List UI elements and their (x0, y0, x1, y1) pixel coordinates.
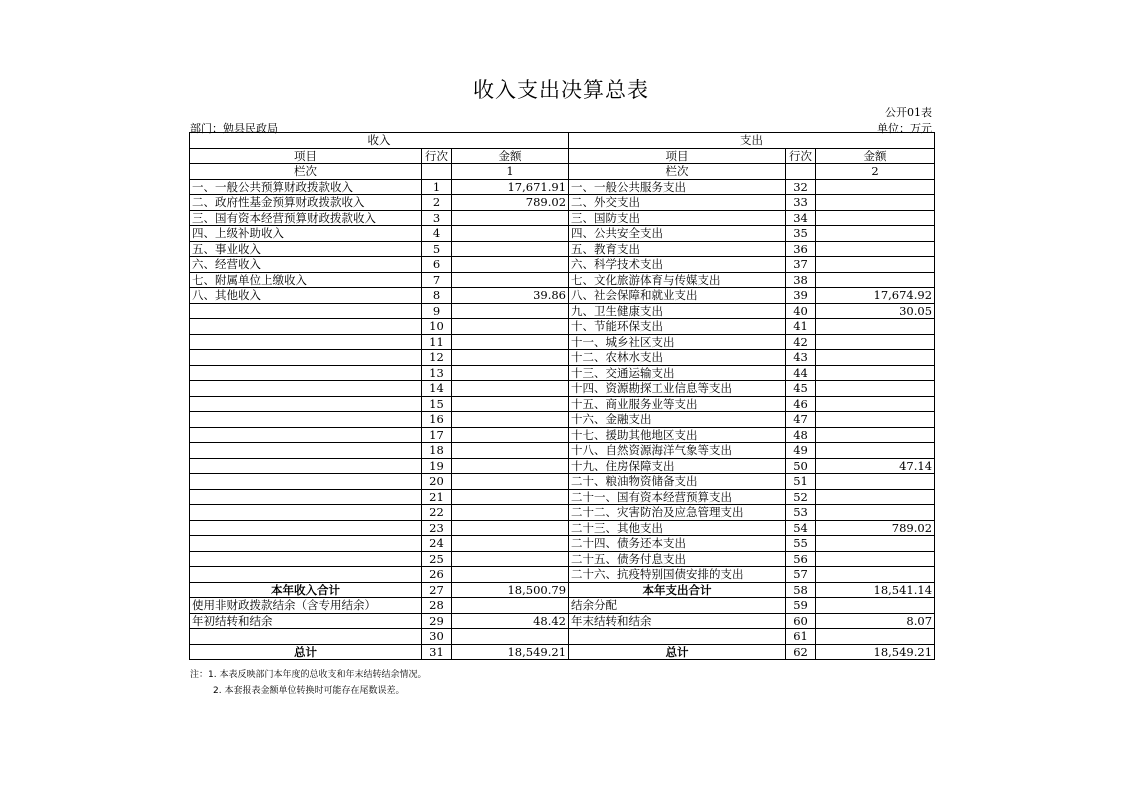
expense-amount-cell (816, 536, 935, 552)
expense-amount-header: 金额 (816, 148, 935, 164)
income-line-cell: 5 (422, 241, 452, 257)
expense-line-cell: 43 (786, 350, 816, 366)
table-row (190, 179, 935, 195)
income-item-cell: 七、附属单位上缴收入 (190, 272, 422, 288)
income-amount-cell (452, 427, 569, 443)
column-number-row (190, 164, 935, 180)
table-row (190, 427, 935, 443)
income-item-header: 项目 (190, 148, 422, 164)
income-line-cell: 29 (422, 613, 452, 629)
income-item-cell: 本年收入合计 (190, 582, 422, 598)
income-item-cell (190, 567, 422, 583)
income-line-cell: 31 (422, 644, 452, 660)
table-row (190, 381, 935, 397)
income-amount-cell (452, 598, 569, 614)
income-amount-cell (452, 365, 569, 381)
expense-item-cell: 十五、商业服务业等支出 (569, 396, 786, 412)
total-row (190, 644, 935, 660)
table-row (190, 257, 935, 273)
expense-item-cell: 年末结转和结余 (569, 613, 786, 629)
income-line-cell: 21 (422, 489, 452, 505)
expense-line-cell: 46 (786, 396, 816, 412)
income-item-cell: 三、国有资本经营预算财政拨款收入 (190, 210, 422, 226)
expense-amount-cell (816, 396, 935, 412)
table-row (190, 567, 935, 583)
income-item-cell (190, 629, 422, 645)
expense-column-number: 2 (816, 164, 935, 180)
income-line-cell: 14 (422, 381, 452, 397)
income-line-cell: 28 (422, 598, 452, 614)
income-item-cell (190, 365, 422, 381)
expense-line-header: 行次 (786, 148, 816, 164)
expense-amount-cell (816, 629, 935, 645)
expense-item-cell: 十九、住房保障支出 (569, 458, 786, 474)
expense-amount-cell (816, 257, 935, 273)
expense-item-cell: 本年支出合计 (569, 582, 786, 598)
page-title: 收入支出决算总表 (473, 78, 649, 102)
income-line-cell: 8 (422, 288, 452, 304)
expense-column-empty (786, 164, 816, 180)
income-amount-cell: 789.02 (452, 195, 569, 211)
expense-line-cell: 38 (786, 272, 816, 288)
income-line-cell: 13 (422, 365, 452, 381)
income-line-cell: 7 (422, 272, 452, 288)
expense-amount-cell: 8.07 (816, 613, 935, 629)
footnote-2: 2. 本套报表金额单位转换时可能存在尾数误差。 (213, 686, 405, 696)
expense-line-cell: 53 (786, 505, 816, 521)
expense-column-label: 栏次 (569, 164, 786, 180)
expense-item-cell: 二十三、其他支出 (569, 520, 786, 536)
income-line-cell: 24 (422, 536, 452, 552)
income-item-cell (190, 350, 422, 366)
table-row (190, 396, 935, 412)
income-line-cell: 19 (422, 458, 452, 474)
expense-line-cell: 58 (786, 582, 816, 598)
income-line-header: 行次 (422, 148, 452, 164)
income-item-cell: 五、事业收入 (190, 241, 422, 257)
form-code: 公开01表 (885, 106, 932, 119)
income-item-cell (190, 334, 422, 350)
expense-item-cell: 二十一、国有资本经营预算支出 (569, 489, 786, 505)
expense-line-cell: 55 (786, 536, 816, 552)
expense-line-cell: 59 (786, 598, 816, 614)
income-amount-cell (452, 443, 569, 459)
expense-item-cell: 二十二、灾害防治及应急管理支出 (569, 505, 786, 521)
table-row (190, 210, 935, 226)
expense-item-cell: 二十五、债务付息支出 (569, 551, 786, 567)
table-row (190, 319, 935, 335)
table-row (190, 458, 935, 474)
income-amount-cell (452, 272, 569, 288)
footnote-1: 注：1. 本表反映部门本年度的总收支和年末结转结余情况。 (190, 670, 427, 680)
income-item-cell: 八、其他收入 (190, 288, 422, 304)
income-item-cell (190, 505, 422, 521)
income-item-cell: 一、一般公共预算财政拨款收入 (190, 179, 422, 195)
table-row (190, 443, 935, 459)
total-row (190, 598, 935, 614)
income-item-cell: 二、政府性基金预算财政拨款收入 (190, 195, 422, 211)
expense-line-cell: 54 (786, 520, 816, 536)
income-line-cell: 10 (422, 319, 452, 335)
table-row (190, 520, 935, 536)
income-amount-cell (452, 226, 569, 242)
table-row (190, 288, 935, 304)
income-column-label: 栏次 (190, 164, 422, 180)
expense-amount-cell (816, 598, 935, 614)
income-amount-cell (452, 458, 569, 474)
expense-amount-cell (816, 241, 935, 257)
budget-table (189, 132, 935, 660)
expense-amount-cell: 789.02 (816, 520, 935, 536)
income-item-cell: 六、经营收入 (190, 257, 422, 273)
income-section-header: 收入 (190, 133, 569, 149)
table-body (190, 133, 935, 660)
expense-item-cell: 十四、资源勘探工业信息等支出 (569, 381, 786, 397)
income-line-cell: 3 (422, 210, 452, 226)
expense-line-cell: 36 (786, 241, 816, 257)
expense-item-cell: 三、国防支出 (569, 210, 786, 226)
expense-amount-cell (816, 226, 935, 242)
expense-item-cell: 一、一般公共服务支出 (569, 179, 786, 195)
income-line-cell: 20 (422, 474, 452, 490)
expense-amount-cell (816, 334, 935, 350)
income-amount-cell (452, 551, 569, 567)
expense-item-cell: 九、卫生健康支出 (569, 303, 786, 319)
expense-line-cell: 61 (786, 629, 816, 645)
expense-amount-cell: 47.14 (816, 458, 935, 474)
expense-amount-cell: 18,541.14 (816, 582, 935, 598)
income-amount-cell (452, 536, 569, 552)
income-item-cell (190, 474, 422, 490)
expense-amount-cell (816, 381, 935, 397)
expense-item-cell: 总计 (569, 644, 786, 660)
income-item-cell (190, 520, 422, 536)
expense-item-cell: 十一、城乡社区支出 (569, 334, 786, 350)
income-line-cell: 22 (422, 505, 452, 521)
income-line-cell: 9 (422, 303, 452, 319)
income-item-cell (190, 303, 422, 319)
income-item-cell (190, 551, 422, 567)
expense-item-cell: 八、社会保障和就业支出 (569, 288, 786, 304)
income-amount-cell (452, 381, 569, 397)
expense-amount-cell (816, 474, 935, 490)
income-item-cell: 使用非财政拨款结余（含专用结余） (190, 598, 422, 614)
income-amount-cell (452, 396, 569, 412)
income-item-cell (190, 536, 422, 552)
table-row (190, 226, 935, 242)
expense-line-cell: 37 (786, 257, 816, 273)
income-item-cell (190, 458, 422, 474)
expense-line-cell: 51 (786, 474, 816, 490)
income-line-cell: 27 (422, 582, 452, 598)
income-amount-cell: 18,549.21 (452, 644, 569, 660)
expense-amount-cell (816, 272, 935, 288)
expense-amount-cell (816, 505, 935, 521)
income-amount-cell (452, 474, 569, 490)
expense-line-cell: 34 (786, 210, 816, 226)
expense-item-cell: 二十四、债务还本支出 (569, 536, 786, 552)
table-row (190, 350, 935, 366)
expense-line-cell: 47 (786, 412, 816, 428)
income-item-cell (190, 412, 422, 428)
income-amount-cell: 48.42 (452, 613, 569, 629)
expense-amount-cell (816, 567, 935, 583)
expense-item-cell: 六、科学技术支出 (569, 257, 786, 273)
table-row (190, 474, 935, 490)
income-line-cell: 2 (422, 195, 452, 211)
income-line-cell: 12 (422, 350, 452, 366)
expense-line-cell: 56 (786, 551, 816, 567)
income-amount-cell (452, 520, 569, 536)
income-item-cell (190, 319, 422, 335)
table-row (190, 505, 935, 521)
income-line-cell: 26 (422, 567, 452, 583)
total-row (190, 582, 935, 598)
income-item-cell: 四、上级补助收入 (190, 226, 422, 242)
expense-amount-cell (816, 210, 935, 226)
income-amount-cell (452, 629, 569, 645)
expense-amount-cell (816, 443, 935, 459)
expense-amount-cell: 18,549.21 (816, 644, 935, 660)
expense-amount-cell (816, 195, 935, 211)
income-line-cell: 18 (422, 443, 452, 459)
expense-section-header: 支出 (569, 133, 935, 149)
total-row (190, 629, 935, 645)
income-amount-cell: 18,500.79 (452, 582, 569, 598)
expense-item-cell: 十八、自然资源海洋气象等支出 (569, 443, 786, 459)
expense-item-cell: 七、文化旅游体育与传媒支出 (569, 272, 786, 288)
section-header-row (190, 133, 935, 149)
column-header-row (190, 148, 935, 164)
expense-line-cell: 33 (786, 195, 816, 211)
income-item-cell (190, 427, 422, 443)
expense-item-cell (569, 629, 786, 645)
expense-item-cell: 二十、粮油物资储备支出 (569, 474, 786, 490)
income-item-cell: 年初结转和结余 (190, 613, 422, 629)
income-line-cell: 4 (422, 226, 452, 242)
income-item-cell (190, 489, 422, 505)
expense-line-cell: 35 (786, 226, 816, 242)
expense-line-cell: 48 (786, 427, 816, 443)
expense-amount-cell (816, 551, 935, 567)
income-item-cell: 总计 (190, 644, 422, 660)
income-line-cell: 15 (422, 396, 452, 412)
expense-item-cell: 十七、援助其他地区支出 (569, 427, 786, 443)
unit-label: 单位：万元 (877, 122, 932, 135)
expense-amount-cell (816, 319, 935, 335)
expense-item-cell: 二、外交支出 (569, 195, 786, 211)
footnotes (190, 667, 426, 699)
income-amount-cell (452, 334, 569, 350)
income-amount-cell (452, 257, 569, 273)
expense-amount-cell: 30.05 (816, 303, 935, 319)
expense-amount-cell (816, 412, 935, 428)
expense-item-cell: 十、节能环保支出 (569, 319, 786, 335)
expense-amount-cell (816, 427, 935, 443)
expense-amount-cell: 17,674.92 (816, 288, 935, 304)
table-row (190, 489, 935, 505)
expense-item-cell: 结余分配 (569, 598, 786, 614)
expense-line-cell: 52 (786, 489, 816, 505)
income-amount-cell (452, 412, 569, 428)
expense-amount-cell (816, 365, 935, 381)
expense-item-cell: 十三、交通运输支出 (569, 365, 786, 381)
expense-line-cell: 39 (786, 288, 816, 304)
income-amount-cell (452, 210, 569, 226)
table-row (190, 195, 935, 211)
table-row (190, 241, 935, 257)
income-item-cell (190, 381, 422, 397)
expense-line-cell: 40 (786, 303, 816, 319)
expense-amount-cell (816, 179, 935, 195)
income-amount-cell (452, 505, 569, 521)
expense-item-cell: 二十六、抗疫特别国债安排的支出 (569, 567, 786, 583)
expense-amount-cell (816, 489, 935, 505)
income-line-cell: 25 (422, 551, 452, 567)
income-amount-cell (452, 567, 569, 583)
income-amount-cell (452, 241, 569, 257)
income-amount-cell (452, 350, 569, 366)
table-row (190, 334, 935, 350)
income-line-cell: 30 (422, 629, 452, 645)
income-column-number: 1 (452, 164, 569, 180)
expense-line-cell: 44 (786, 365, 816, 381)
income-line-cell: 6 (422, 257, 452, 273)
income-column-empty (422, 164, 452, 180)
income-amount-cell (452, 489, 569, 505)
table-row (190, 365, 935, 381)
income-line-cell: 23 (422, 520, 452, 536)
income-line-cell: 1 (422, 179, 452, 195)
total-row (190, 613, 935, 629)
expense-item-cell: 十二、农林水支出 (569, 350, 786, 366)
expense-line-cell: 32 (786, 179, 816, 195)
table-row (190, 536, 935, 552)
income-amount-cell (452, 303, 569, 319)
income-item-cell (190, 396, 422, 412)
expense-line-cell: 42 (786, 334, 816, 350)
expense-amount-cell (816, 350, 935, 366)
expense-line-cell: 41 (786, 319, 816, 335)
expense-item-cell: 五、教育支出 (569, 241, 786, 257)
table-row (190, 303, 935, 319)
expense-line-cell: 60 (786, 613, 816, 629)
expense-line-cell: 45 (786, 381, 816, 397)
income-amount-cell (452, 319, 569, 335)
table-row (190, 551, 935, 567)
income-line-cell: 11 (422, 334, 452, 350)
expense-item-cell: 十六、金融支出 (569, 412, 786, 428)
income-amount-cell: 39.86 (452, 288, 569, 304)
department-label: 部门：勉县民政局 (190, 122, 278, 135)
expense-item-header: 项目 (569, 148, 786, 164)
expense-line-cell: 50 (786, 458, 816, 474)
table-row (190, 412, 935, 428)
income-item-cell (190, 443, 422, 459)
expense-line-cell: 62 (786, 644, 816, 660)
expense-item-cell: 四、公共安全支出 (569, 226, 786, 242)
expense-line-cell: 49 (786, 443, 816, 459)
income-amount-cell: 17,671.91 (452, 179, 569, 195)
expense-line-cell: 57 (786, 567, 816, 583)
table-row (190, 272, 935, 288)
income-amount-header: 金额 (452, 148, 569, 164)
income-line-cell: 17 (422, 427, 452, 443)
income-line-cell: 16 (422, 412, 452, 428)
